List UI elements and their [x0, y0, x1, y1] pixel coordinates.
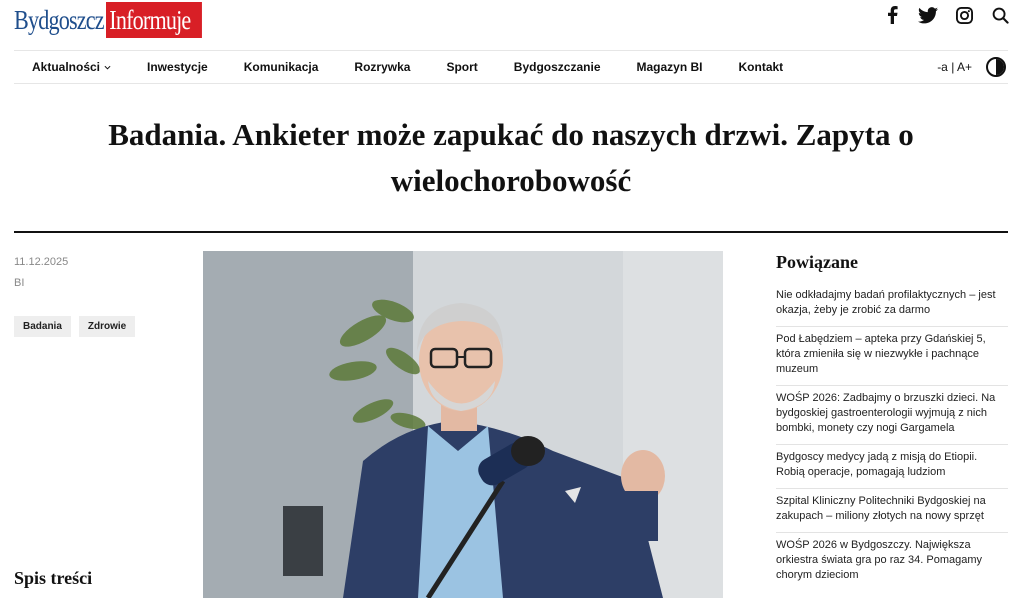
related-article-link[interactable]: WOŚP 2026 w Bydgoszczy. Największa orkiestra świata gra po raz 34. Pomagamy chorym dzieciom: [776, 539, 983, 581]
font-size-controls[interactable]: -a | A+: [937, 60, 972, 74]
title-divider: [14, 231, 1008, 233]
twitter-icon[interactable]: [918, 5, 938, 25]
related-article-link[interactable]: Nie odkładajmy badań profilaktycznych – jest okazja, żeby je zrobić za darmo: [776, 283, 1008, 327]
article-hero-image: [203, 251, 723, 598]
site-logo[interactable]: [14, 2, 223, 38]
related-article-link[interactable]: WOŚP 2026: Zadbajmy o brzuszki dzieci. Na bydgoskiej gastroenterologii wyjmują z nich bombki, monety czy nogi Gargamela: [776, 386, 1008, 445]
social-links: [882, 5, 1010, 25]
logo-text-bydgoszcz: Bydgoszcz: [14, 5, 104, 35]
contrast-icon[interactable]: [986, 57, 1006, 77]
nav-item-inwestycje[interactable]: Inwestycje: [147, 60, 208, 74]
site-header: [0, 0, 1024, 48]
search-icon[interactable]: [990, 5, 1010, 25]
nav-item-komunikacja[interactable]: Komunikacja: [243, 60, 319, 74]
facebook-icon[interactable]: [882, 5, 902, 25]
toc-heading: Spis treści: [14, 568, 93, 588]
nav-item-kontakt[interactable]: Kontakt: [738, 60, 784, 74]
nav-item-bydgoszczanie[interactable]: Bydgoszczanie: [513, 60, 601, 74]
chevron-down-icon: [104, 65, 111, 70]
nav-item-magazyn-bi[interactable]: Magazyn BI: [636, 60, 703, 74]
article-date: 11.12.2025: [14, 256, 69, 268]
nav-item-aktualnosci[interactable]: [14, 60, 129, 74]
related-article-link[interactable]: Pod Łabędziem – apteka przy Gdańskiej 5, która zmieniła się w niezwykłe i pachnące muzeum: [776, 327, 1008, 386]
article-header: [14, 112, 1008, 204]
sidebar-heading: Powiązane: [776, 252, 858, 272]
article-author[interactable]: BI: [14, 277, 25, 289]
article-meta: [14, 256, 184, 289]
nav-item-rozrywka[interactable]: Rozrywka: [354, 60, 411, 74]
article-title: Badania. Ankieter może zapukać do naszych drzwi. Zapyta o wielochorobowość: [108, 117, 914, 198]
tag-badania[interactable]: Badania: [14, 316, 71, 337]
related-sidebar: [776, 252, 1008, 591]
nav-item-sport[interactable]: Sport: [446, 60, 478, 74]
related-article-link[interactable]: Bydgoscy medycy jadą z misją do Etiopii. Robią operacje, pomagają ludziom: [776, 445, 1008, 489]
hero-photo: [203, 251, 723, 598]
instagram-icon[interactable]: [954, 5, 974, 25]
tag-zdrowie[interactable]: Zdrowie: [79, 316, 135, 337]
main-nav: [14, 50, 1008, 84]
logo-text-informuje: Informuje: [106, 2, 202, 38]
article-tags: [14, 316, 135, 337]
nav-item-label: Aktualności: [32, 60, 101, 74]
related-article-link[interactable]: Szpital Kliniczny Politechniki Bydgoskiej na zakupach – miliony złotych na nowy sprzęt: [776, 489, 1008, 533]
